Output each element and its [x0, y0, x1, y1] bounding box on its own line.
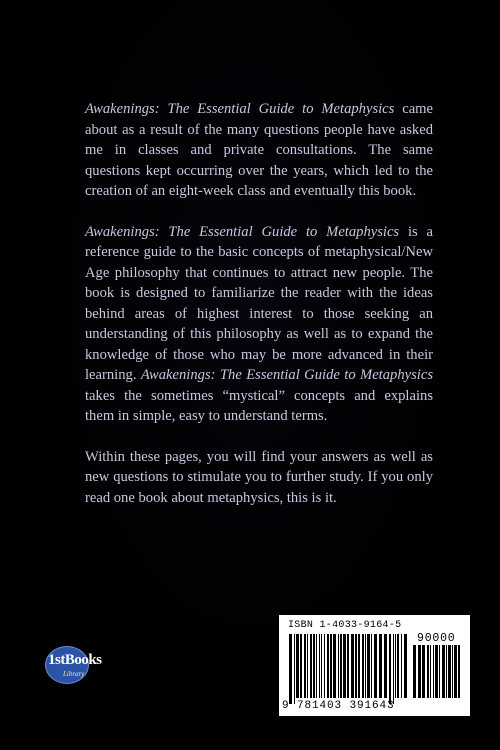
barcode-bar [296, 634, 299, 698]
barcode-bar [307, 634, 308, 698]
barcode-bar [367, 634, 370, 698]
isbn-barcode [279, 615, 470, 716]
barcode-bar [422, 645, 425, 698]
barcode-bar [374, 634, 377, 698]
barcode-bar [324, 634, 325, 698]
barcode-guard-bar [389, 634, 391, 704]
publisher-logo-sub: Library [63, 670, 85, 678]
barcode-bar [321, 634, 322, 698]
barcode-bar [433, 645, 434, 698]
blurb-p2-text-b: takes the sometimes “mystical” concepts and explains them in simple, easy to understand terms. [85, 387, 433, 424]
publisher-logo-name: 1stBooks [48, 652, 102, 668]
barcode-bar [430, 645, 431, 698]
barcode-bar [379, 634, 382, 698]
barcode-bar [442, 645, 445, 698]
barcode-bar [355, 634, 357, 698]
barcode-bar [316, 634, 317, 698]
barcode-bar [333, 634, 336, 698]
isbn-label: ISBN 1-4033-9164-5 [288, 620, 402, 631]
blurb-p1-text: came about as a result of the many questions people have asked me in classes and private consultations. The same questions kept occurring over the years, which led to the creation of an eight-week class and eventually this book. [85, 101, 434, 199]
barcode-bar [343, 634, 346, 698]
barcode-bar [413, 645, 416, 698]
blurb-paragraph-3: Within these pages, you will find your answers as well as new questions to stimulate you to further study. If you only read one book about metaphysics, this is it. [85, 448, 433, 506]
barcode-bar [439, 645, 440, 698]
barcode-bar [340, 634, 342, 698]
barcode-bar [458, 645, 460, 698]
barcode-bar [304, 634, 306, 698]
barcode-bar [351, 634, 354, 698]
blurb-paragraph-1 [85, 99, 433, 202]
barcode-bar [310, 634, 312, 698]
barcode-guard-bar [393, 634, 394, 704]
barcode-bar [448, 645, 451, 698]
barcode-bar [404, 634, 407, 698]
ean-barcode-bars [289, 634, 409, 704]
barcode-bar [384, 634, 387, 698]
ean-digits: 9 781403 391643 [282, 700, 395, 712]
book-title-italic: Awakenings: The Essential Guide to Metaphysics [85, 223, 400, 240]
addon-barcode-bars [413, 645, 461, 704]
barcode-guard-bar [294, 634, 295, 704]
barcode-bar [347, 634, 349, 698]
barcode-bar [365, 634, 366, 698]
barcode-bar [446, 645, 447, 698]
barcode-guard-bar [289, 634, 292, 704]
publisher-logo [43, 646, 103, 686]
barcode-bar [330, 634, 332, 698]
barcode-bar [454, 645, 457, 698]
barcode-bar [300, 634, 302, 698]
barcode-bar [452, 645, 453, 698]
barcode-bar [319, 634, 320, 698]
book-title-italic: Awakenings: The Essential Guide to Metaphysics [85, 101, 395, 117]
barcode-bar [371, 634, 372, 698]
barcode-bar [327, 634, 329, 698]
book-title-italic: Awakenings: The Essential Guide to Metaphysics [140, 367, 433, 383]
barcode-bar [338, 634, 339, 698]
barcode-bar [427, 645, 429, 698]
barcode-bar [395, 634, 396, 698]
barcode-bar [418, 645, 421, 698]
barcode-bar [435, 645, 438, 698]
barcode-bar [362, 634, 364, 698]
addon-code: 90000 [417, 632, 456, 645]
blurb-paragraph-2 [85, 222, 433, 427]
barcode-bar [313, 634, 315, 698]
blurb-p2-text-a: is a reference guide to the basic concepts of metaphysical/New Age philosophy that continues to attract new people. The book is designed to familiarize the reader with the ideas behind areas of highest interest to those seeking an understanding of this philosophy as well as to expand the knowledge of those who may be more advanced in their learning. [85, 223, 434, 383]
barcode-bar [397, 634, 399, 698]
barcode-bar [358, 634, 360, 698]
barcode-bar [401, 634, 402, 698]
back-cover-blurb [85, 99, 433, 528]
